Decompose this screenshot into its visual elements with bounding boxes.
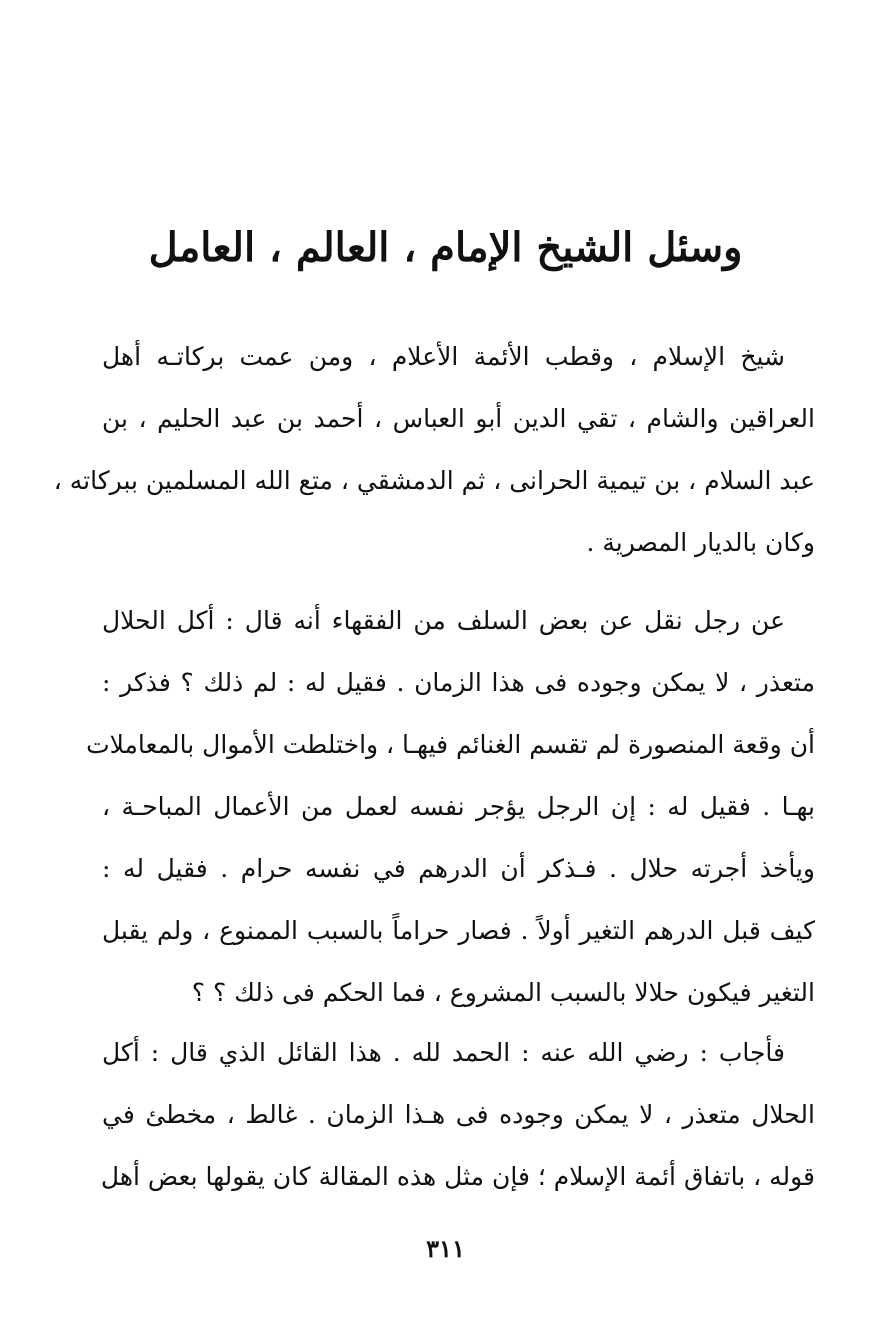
text-line: ويأخذ أجرته حلال . فـذكر أن الدرهم في نفسه حرام . فقيل له :	[102, 854, 815, 883]
text-line: متعذر ، لا يمكن وجوده فى هذا الزمان . فقيل له : لم ذلك ؟ فذكر :	[102, 668, 815, 697]
text-line: أن وقعة المنصورة لم تقسم الغنائم فيهـا ، واختلطت الأموال بالمعاملات	[86, 730, 815, 759]
chapter-title: وسئل الشيخ الإمام ، العالم ، العامل	[148, 224, 743, 271]
text-line: عن رجل نقل عن بعض السلف من الفقهاء أنه قال : أكل الحلال	[102, 606, 785, 635]
text-line: وكان بالديار المصرية .	[586, 528, 815, 557]
text-line: شيخ الإسلام ، وقطب الأئمة الأعلام ، ومن عمت بركاتـه أهل	[102, 342, 785, 371]
text-line: عبد السلام ، بن تيمية الحرانى ، ثم الدمشقي ، متع الله المسلمين ببركاته ،	[53, 466, 815, 495]
text-line: التغير فيكون حلالا بالسبب المشروع ، فما الحكم فى ذلك ؟ ؟	[191, 978, 815, 1007]
text-line: كيف قبل الدرهم التغير أولاً . فصار حراماً بالسبب الممنوع ، ولم يقبل	[102, 916, 815, 945]
paragraph-question	[86, 590, 815, 1024]
text-line: فأجاب : رضي الله عنه : الحمد لله . هذا القائل الذي قال : أكل	[102, 1038, 785, 1067]
text-line: بهـا . فقيل له : إن الرجل يؤجر نفسه لعمل من الأعمال المباحـة ،	[102, 792, 815, 821]
paragraph-answer	[102, 1022, 815, 1208]
text-line: الحلال متعذر ، لا يمكن وجوده فى هـذا الزمان . غالط ، مخطئ في	[102, 1100, 815, 1129]
page-number: ٣١١	[426, 1234, 465, 1263]
text-line: قوله ، باتفاق أئمة الإسلام ؛ فإن مثل هذه المقالة كان يقولها بعض أهل	[100, 1162, 815, 1191]
paragraph-introduction	[53, 326, 815, 574]
text-line: العراقين والشام ، تقي الدين أبو العباس ، أحمد بن عبد الحليم ، بن	[102, 404, 815, 433]
